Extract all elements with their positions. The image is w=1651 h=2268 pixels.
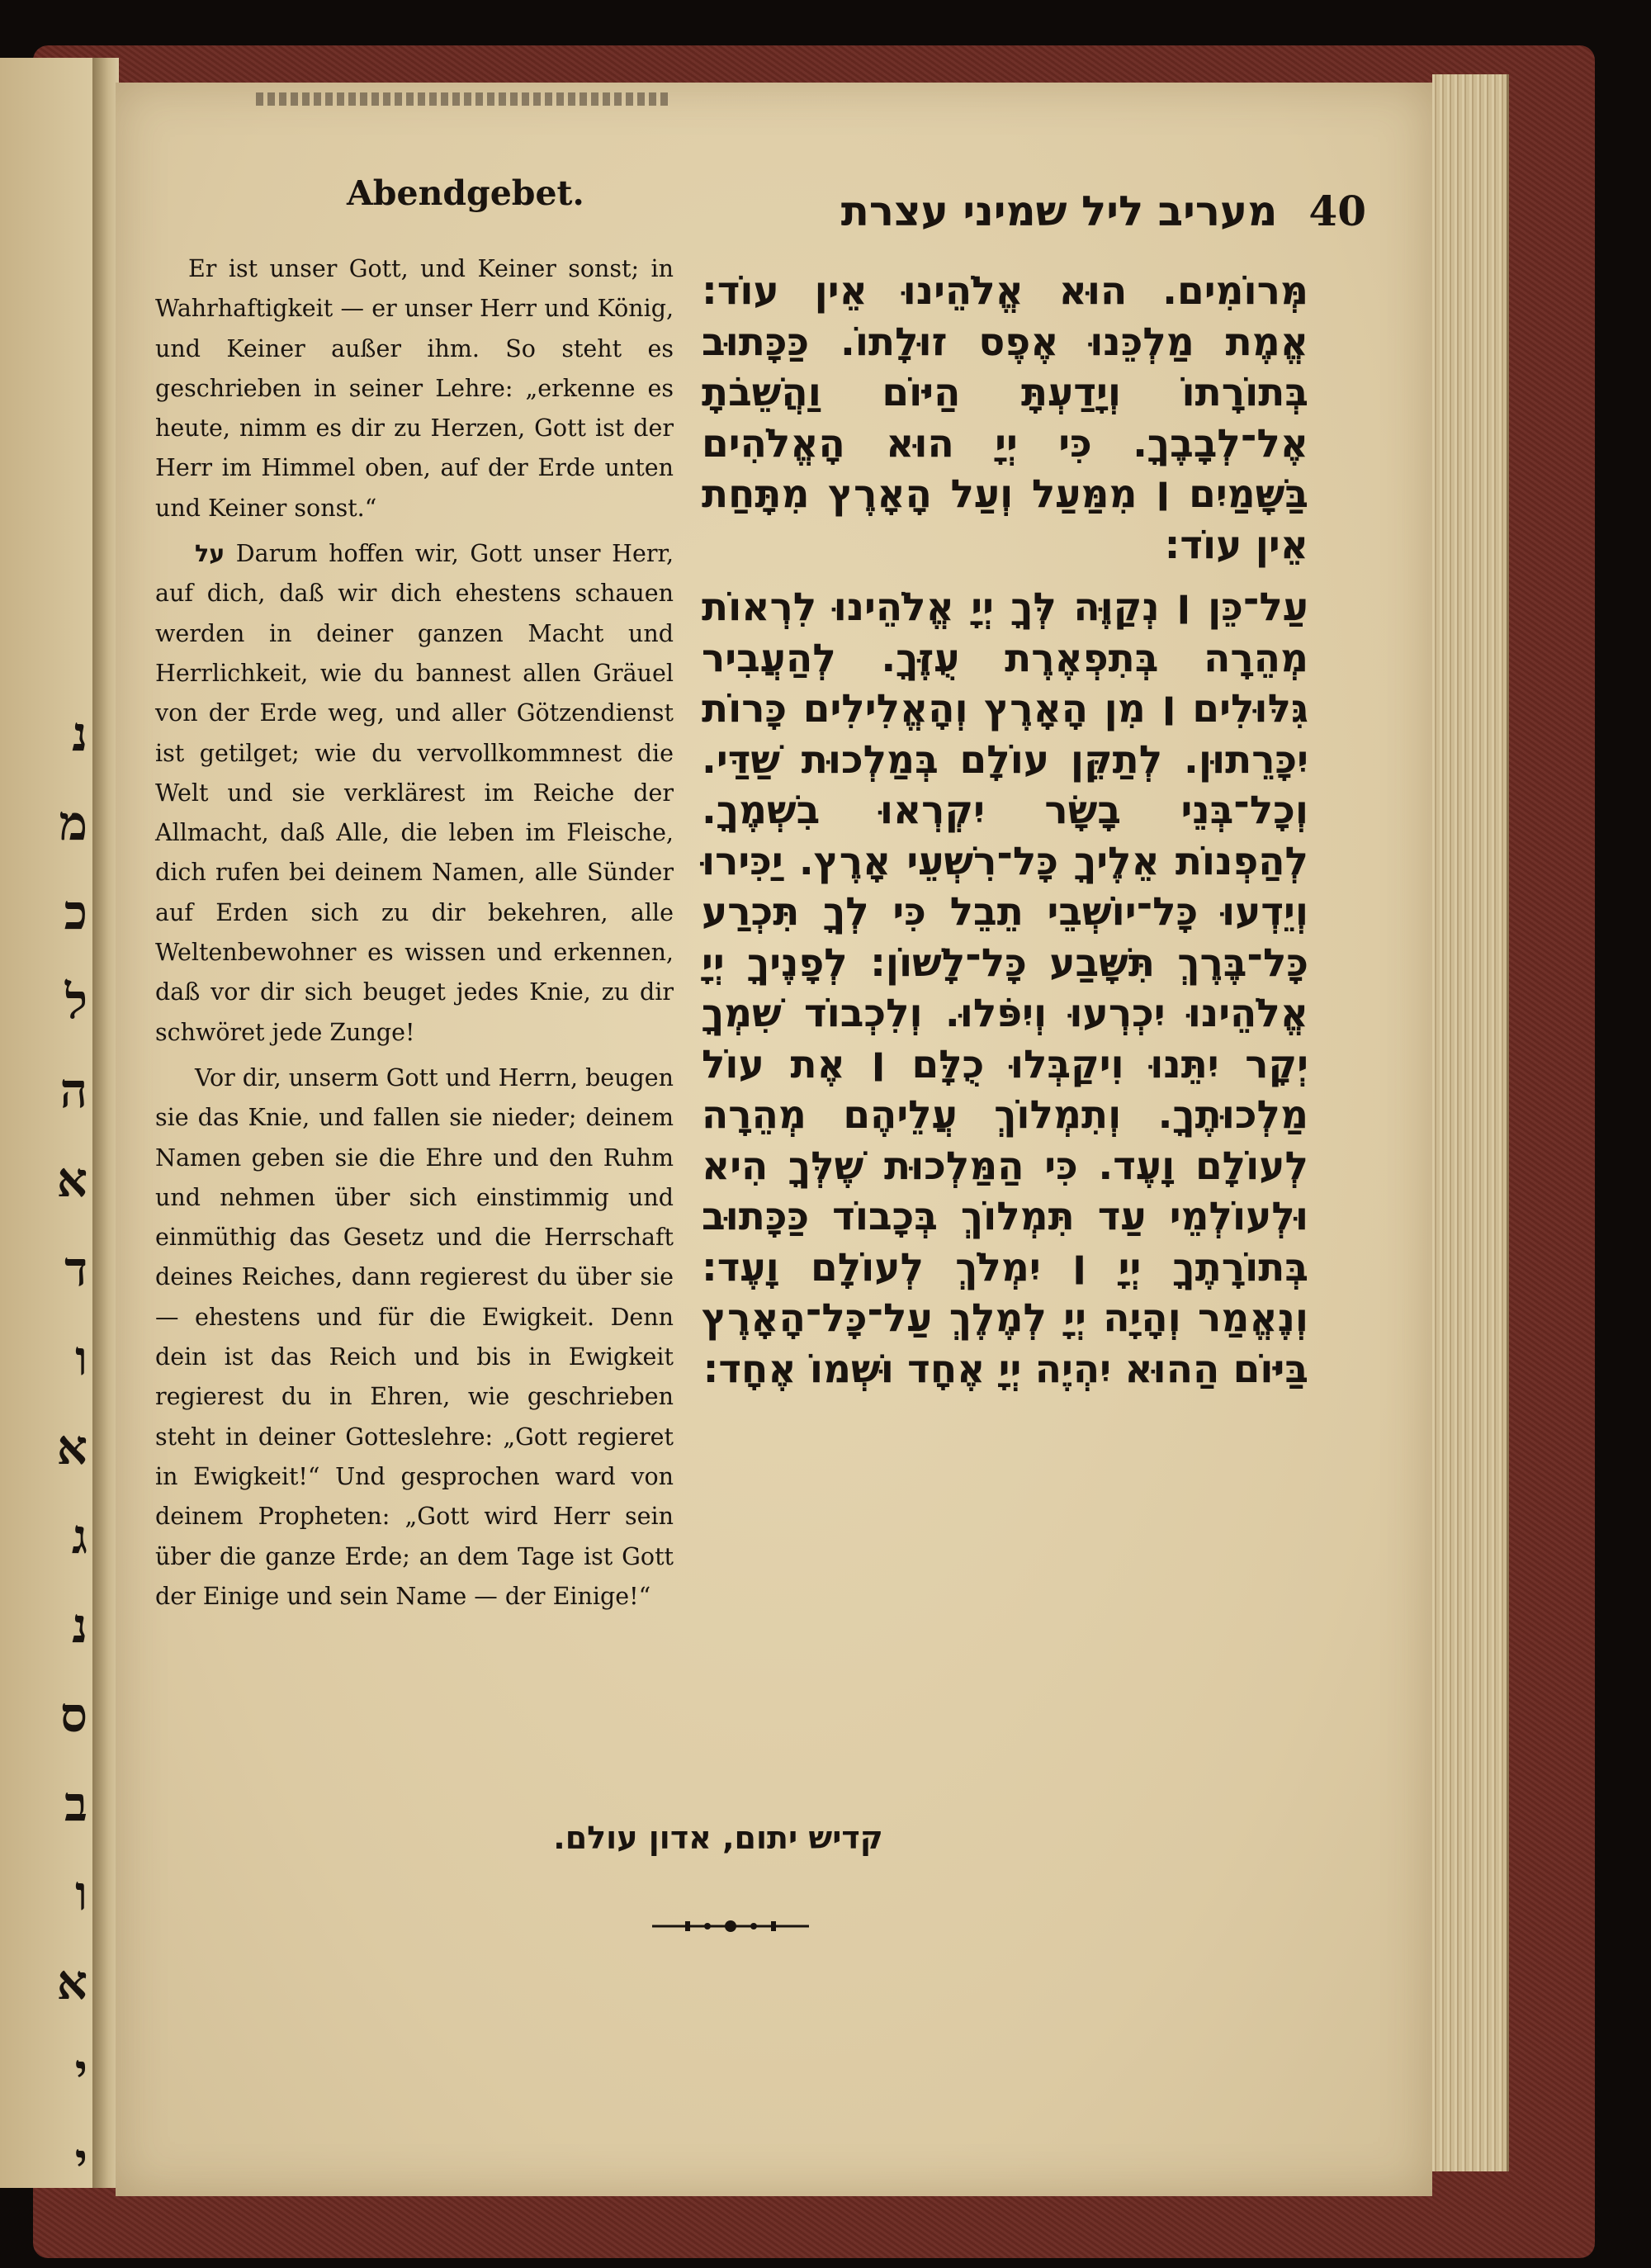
german-paragraph: Vor dir, unserm Gott und Herrn, beugen sie das Knie, und fallen sie nieder; deinem Namen geben sie die Ehre und den Ruhm und nehmen über sich einstimmig und einmüthig das Gesetz und die Herrschaft deines Reiches, dann regierest du über sie — ehestens und für die Ewigkeit. Denn dein ist das Reich und bis in Ewigkeit regierest du in Ehren, wie geschrieben steht in deiner Gotteslehre: „Gott regieret in Ewigkeit!“ Und gesprochen ward von deinem Propheten: „Gott wird Herr sein über die ganze Erde; an dem Tage ist Gott der Einige und sein Name — der Einige!“ [155, 1063, 674, 1610]
hebrew-paragraph: עַל־כֵּן ׀ נְקַוֶּה לְּךָ יְיָ אֱלֹהֵינוּ לִרְאוֹת מְהֵרָה בְּתִפְאֶרֶת עֻזֶּךָ. לְהַעֲבִיר גִּלּוּלִים ׀ מִן הָאָרֶץ וְהָאֱלִילִים כָּרוֹת יִכָּרֵתוּן. לְתַקֵּן עוֹלָם בְּמַלְכוּת שַׁדַּי. וְכָל־בְּנֵי בָשָׂר יִקְרְאוּ בִשְׁמֶךָ. לְהַפְנוֹת אֵלֶיךָ כָּל־רִשְׁעֵי אָרֶץ. יַכִּירוּ וְיֵדְעוּ כָּל־יוֹשְׁבֵי תֵבֵל כִּי לְךָ תִּכְרַע כָּל־בֶּרֶךְ תִּשָּׁבַע כָּל־לָשׁוֹן: לְפָנֶיךָ יְיָ אֱלֹהֵינוּ יִכְרְעוּ וְיִפֹּלוּ. וְלִכְבוֹד שִׁמְךָ יְקָר יִתֵּנוּ וִיקַבְּלוּ כֻלָּם ׀ אֶת עוֹל מַלְכוּתֶךָ. וְתִמְלוֹךְ עֲלֵיהֶם מְהֵרָה לְעוֹלָם וָעֶד. כִּי הַמַּלְכוּת שֶׁלְּךָ הִיא וּלְעוֹלְמֵי עַד תִּמְלוֹךְ בְּכָבוֹד כַּכָּתוּב בְּתוֹרָתֶךָ יְיָ ׀ יִמְלֹךְ לְעוֹלָם וָעֶד: וְנֶאֱמַר וְהָיָה יְיָ לְמֶלֶךְ עַל־כָּל־הָאָרֶץ בַּיּוֹם הַהוּא יִהְיֶה יְיָ אֶחָד וּשְׁמוֹ אֶחָד: [702, 585, 1308, 1392]
hebrew-page-header [788, 187, 1366, 244]
page-number: 40 [1308, 187, 1366, 235]
left-page-letter: ו [75, 1330, 88, 1386]
left-page-letter: נ [72, 1598, 88, 1654]
left-page-letter: ד [64, 1241, 88, 1297]
left-page-letter: א [56, 1954, 88, 2010]
german-paragraph-text: Darum hoffen wir, Gott unser Herr, auf dich, daß wir dich ehestens schauen werden in deiner ganzen Macht und Herrlichkeit, wie du bannest allen Gräuel von der Erde weg, und aller Götzendienst ist getilget; wie du vervollkommnest die Welt und sie verklärest im Reiche der Allmacht, daß Alle, die leben im Fleische, dich rufen bei deinem Namen, alle Sünder auf Erden sich zu dir bekehren, alle Weltenbewohner es wissen und erkennen, daß vor dir sich beuget jedes Knie, zu dir schwöret jede Zunge! [155, 540, 674, 1046]
left-page-letter: א [56, 1152, 88, 1208]
left-page-letter: מ [59, 795, 88, 851]
left-page-letter: כ [64, 884, 88, 940]
left-page-letter: ס [60, 1687, 88, 1743]
german-page-title: Abendgebet. [347, 173, 584, 213]
left-page-letter: י [74, 2043, 88, 2100]
page-edges [1432, 74, 1509, 2171]
left-page-letter: נ [72, 706, 88, 762]
left-page-letter: ג [71, 1508, 88, 1565]
hebrew-footer-note: קדיש יתום, אדון עולם. [553, 1820, 883, 1856]
left-page-letter: א [56, 1419, 88, 1475]
german-paragraph [155, 534, 674, 1053]
left-page-letter: ל [64, 973, 88, 1030]
hebrew-page-title: מעריב ליל שמיני עצרת [840, 187, 1278, 235]
left-page-letter: ה [59, 1063, 88, 1119]
print-smudge [256, 92, 669, 106]
left-page-letter: ב [64, 1776, 88, 1832]
left-page-letter: ו [75, 1865, 88, 1921]
german-paragraph: Er ist unser Gott, und Keiner sonst; in Wahrhaftigkeit — er unser Herr und König, und Keiner außer ihm. So steht es geschrieben in seiner Lehre: „erkenne es heute, nimm es dir zu Herzen, Gott ist der Herr im Himmel oben, auf der Erde unten und Keiner sonst.“ [155, 255, 674, 522]
hebrew-prayer-column [702, 266, 1308, 1835]
german-translation-column [155, 249, 674, 1810]
divider-ornament [648, 1914, 813, 1939]
margin-marker: על [195, 540, 225, 568]
left-page-letter: י [74, 2133, 88, 2188]
hebrew-paragraph: מְּרוֹמִים. הוּא אֱלֹהֵינוּ אֵין עוֹד: אֱמֶת מַלְכֵּנוּ אֶפֶס זוּלָתוֹ. כַּכָּתוּב בְּתוֹרָתוֹ וְיָדַעְתָּ הַיּוֹם וַהֲשֵׁבֹתָ אֶל־לְבָבֶךָ. כִּי יְיָ הוּא הָאֱלֹהִים בַּשָּׁמַיִם ׀ מִמַּעַל וְעַל הָאָרֶץ מִתָּחַת אֵין עוֹד: [702, 268, 1308, 568]
left-page-edge [0, 58, 92, 2188]
